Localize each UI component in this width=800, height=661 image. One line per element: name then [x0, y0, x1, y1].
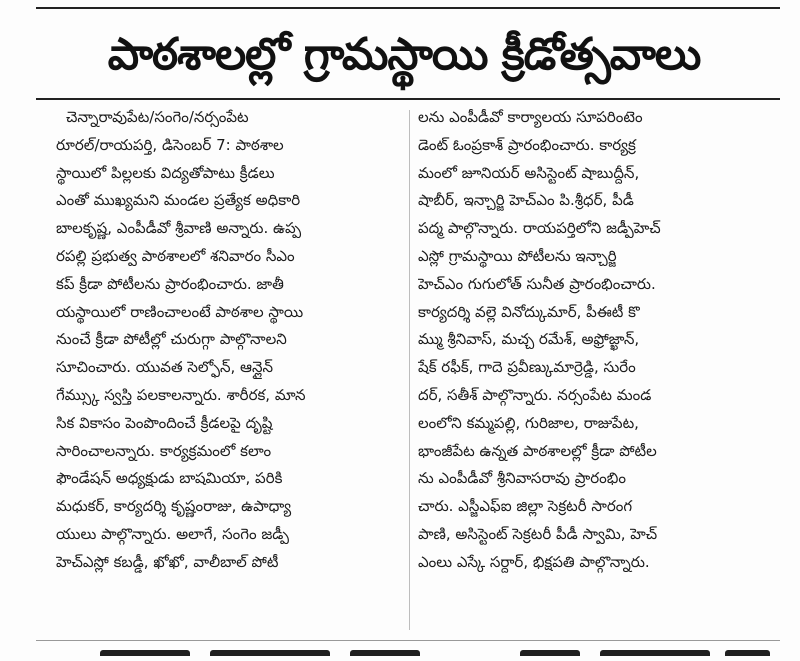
article-line: లను ఎంపీడీవో కార్యాలయ సూపరింటెం [418, 108, 643, 126]
article-line: నుంచే క్రీడా పోటీల్లో చురుగ్గా పాల్గొనాలని [56, 330, 287, 349]
article-line: డెంట్ ఓంప్రకాశ్ ప్రారంభించారు. కార్యక్ర [418, 135, 636, 154]
bottom-rule [36, 640, 780, 641]
article-line: హెచ్ఎం గుగులోత్ సునీత ప్రారంభించారు. [418, 274, 656, 293]
article-line: పద్మ పాల్గొన్నారు. రాయపర్తిలోని జడ్పీహెచ్ [418, 219, 661, 238]
article-line: గేమ్స్కు స్వస్తి పలకాలన్నారు. శారీరక, మాన [56, 385, 306, 404]
article-line: ను ఎంపీడీవో శ్రీనివాసరావు ప్రారంభిం [418, 469, 626, 488]
article-line: మధుకర్, కార్యదర్శి కృష్ణంరాజు, ఉపాధ్యా [56, 497, 292, 516]
article-line: సూచించారు. యువత సెల్ఫోన్, ఆన్లైన్ [56, 358, 274, 377]
article-line: స్థాయిలో పిల్లలకు విద్యతోపాటు క్రీడలు [56, 163, 275, 182]
article-line: రూరల్/రాయపర్తి, డిసెంబర్ 7: పాఠశాల [56, 135, 284, 154]
article-line: ఎంలు ఎస్కే సర్దార్, భిక్షపతి పాల్గొన్నారు. [418, 552, 650, 571]
article-line: దర్, సతీశ్ పాల్గొన్నారు. నర్సంపేట మండ [418, 385, 652, 404]
article-line: కార్యదర్శి వల్లె వినోద్కుమార్, పీఈటీ కొ [418, 302, 640, 321]
article-line: లంలోని కమ్మపల్లి, గురిజాల, రాజుపేట, [418, 413, 639, 432]
column-divider [409, 110, 410, 630]
article-line: భాంజీపేట ఉన్నత పాఠశాలల్లో క్రీడా పోటీల [418, 441, 657, 460]
article-line: మ్ము శ్రీనివాస్, మచ్చ రమేశ్, అఫ్రోజ్ఖాన్, [418, 330, 640, 349]
article-line: సిక వికాసం పెంపొందించే క్రీడలపై దృష్టి [56, 413, 273, 432]
article-line: ఎంతో ముఖ్యమని మండల ప్రత్యేక అధికారి [56, 191, 301, 210]
article-line: చెన్నారావుపేట/సంగెం/నర్సంపేట [66, 108, 249, 126]
article-line: రపల్లి ప్రభుత్వ పాఠశాలలో శనివారం సీఎం [56, 246, 295, 265]
article-headline: పాఠశాలల్లో గ్రామస్థాయి క్రీడోత్సవాలు [107, 29, 701, 80]
next-article-cutoff [40, 650, 780, 661]
article-line: షాబీర్, ఇన్చార్జి హెచ్ఎం పి.శ్రీధర్, పీడీ [418, 191, 634, 210]
article-line: పాణి, అసిస్టెంట్ సెక్రటరీ పీడీ స్వామి, హెచ్ [418, 524, 658, 543]
article-line: ఫౌండేషన్ అధ్యక్షుడు బాషమియా, పరికి [56, 469, 283, 488]
article-line: బాలకృష్ణ, ఎంపీడీవో శ్రీవాణి అన్నారు. ఉప్ప [56, 219, 302, 238]
article-line: కప్ క్రీడా పోటీలను ప్రారంభించారు. జాతీ [56, 274, 284, 293]
article-line: మంలో జూనియర్ అసిస్టెంట్ షాబుద్దీన్, [418, 163, 640, 182]
article-line: చారు. ఎస్జీఎఫ్ఐ జిల్లా సెక్రటరీ సారంగ [418, 497, 633, 516]
article-line: సారించాలన్నారు. కార్యక్రమంలో కలాం [56, 441, 272, 460]
article-line: యస్థాయిలో రాణించాలంటే పాఠశాల స్థాయి [56, 302, 304, 321]
right-column [418, 104, 770, 577]
article-line: ఎస్లో గ్రామస్థాయి పోటీలను ఇన్చార్జి [418, 246, 617, 265]
headline-rule [36, 98, 780, 100]
article-line: హెచ్ఎస్లో కబడ్డీ, ఖోఖో, వాలీబాల్ పోటీ [56, 552, 279, 571]
left-column [56, 104, 402, 577]
top-rule [36, 7, 780, 9]
article-line: యులు పాల్గొన్నారు. అలాగే, సంగెం జడ్పీ [56, 524, 289, 543]
article-line: షేక్ రఫీక్, గాదె ప్రవీణ్కుమార్రెడ్డి, సురేం [418, 358, 636, 377]
